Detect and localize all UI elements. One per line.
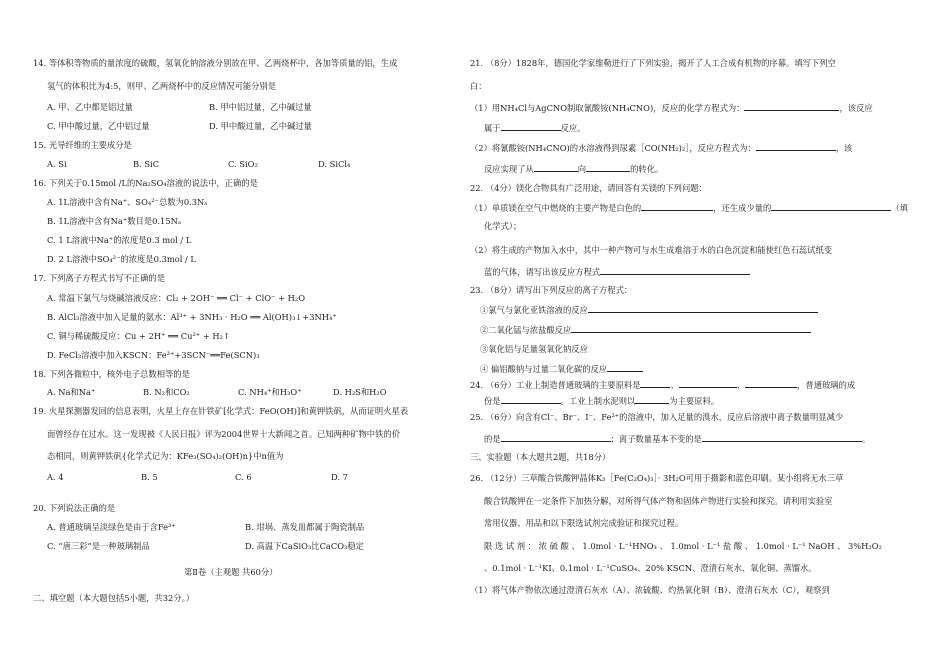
q26-line6: （1）将气体产物依次通过澄清石灰水（A）、浓硫酸、灼热氧化铜（B）、澄清石灰水（C），观察到	[470, 585, 830, 595]
q23-item1: ①氯气与氯化亚铁溶液的反应	[480, 303, 818, 316]
q25-line2: 的是 ；离子数量基本不变的是 。	[484, 434, 871, 444]
answer-blank[interactable]	[534, 162, 578, 172]
q19-option-d: D. 7	[331, 472, 348, 482]
q24-line2: 份是 。工业上制水泥则以 为主要原料。	[484, 396, 720, 406]
q26-line4: 限 选 试 剂 ： 浓 硫 酸 、 1.0mol · L⁻¹HNO₃ 、 1.0mol · L⁻¹ 盐 酸 、 1.0mol · L⁻¹ NaOH 、 3%H₂O₂	[484, 541, 882, 551]
q19-line2: 面曾经存在过水。这一发现被《人民日报》评为2004世界十大新闻之首。已知两种矿物中铁的价	[47, 429, 400, 439]
q17-stem: 17. 下列离子方程式书写不正确的是	[33, 273, 165, 283]
answer-blank[interactable]	[588, 303, 818, 313]
q18-option-c: C. NH₄⁺和H₃O⁺	[238, 387, 302, 397]
q18-option-a: A. Na和Na⁺	[47, 387, 96, 397]
q23-line1: 23. （8分）请写出下列反应的离子方程式：	[470, 285, 633, 295]
q23-item2: ②二氧化锰与浓盐酸反应	[480, 323, 811, 336]
q16-stem: 16. 下列关于0.15mol /L的Na₂SO₄溶液的说法中，正确的是	[33, 178, 258, 188]
q14-option-b: B. 甲中铝过量，乙中碱过量	[209, 102, 312, 112]
q14-line1: 14. 等体积等物质的量浓度的硫酸，氢氧化钠溶液分别放在甲、乙两烧杯中，各加等质量的铝，生成	[33, 58, 398, 68]
answer-blank[interactable]	[640, 378, 670, 388]
q16-option-d: D. 2 L溶液中SO₄²⁻的浓度是0.3mol / L	[47, 254, 196, 264]
q16-option-b: B. 1L溶液中含有Na⁺数目是0.15Nₐ	[47, 216, 182, 226]
part-2-heading: 二、填空题（本大题包括5小题，共32分。）	[33, 593, 195, 603]
q21-sub1: （1）用NH₄Cl与AgCNO制取氰酸铵(NH₄CNO)，反应的化学方程式为： ，该反应	[470, 103, 873, 113]
q15-option-a: A. Si	[47, 159, 67, 169]
q21-line1: 21. （8分）1828年，德国化学家维勒进行了下列实验，揭开了人工合成有机物的序幕。填写下列空	[470, 58, 836, 68]
q14-option-c: C. 甲中酸过量，乙中铝过量	[47, 121, 150, 131]
q20-option-c: C. “唐三彩”是一种玻璃制品	[47, 541, 150, 551]
q21-sub2-cont: 反应实现了从 向 的转化。	[484, 164, 664, 174]
q16-option-a: A. 1L溶液中含有Na⁺、SO₄²⁻总数为0.3Nₐ	[47, 197, 208, 207]
q22-line1: 22. （4分）镁化合物具有广泛用途，请回答有关镁的下列问题：	[470, 183, 707, 193]
q19-option-a: A. 4	[47, 472, 64, 482]
q18-stem: 18. 下列各微粒中，核外电子总数相等的是	[33, 369, 190, 379]
answer-blank[interactable]	[501, 432, 611, 442]
q18-option-d: D. H₂S和H₂O	[333, 387, 387, 397]
q21-sub1-cont: 属于 反应。	[484, 123, 586, 133]
q19-option-c: C. 6	[235, 472, 252, 482]
q20-option-d: D. 高温下CaSiO₃比CaCO₃稳定	[245, 541, 364, 551]
q16-option-c: C. 1 L溶液中Na⁺的浓度是0.3 mol / L	[47, 235, 192, 245]
q21-line2: 白：	[470, 81, 487, 91]
q15-option-d: D. SiCl₄	[318, 159, 351, 169]
q15-option-b: B. SiC	[133, 159, 160, 169]
q23-item4: ④ 偏铝酸钠与过量二氧化碳的反应	[480, 362, 643, 375]
q14-line2: 氢气的体积比为4:5，则甲、乙两烧杯中的反应情况可能分别是	[47, 81, 277, 91]
answer-blank[interactable]	[607, 362, 643, 372]
answer-blank[interactable]	[635, 394, 669, 404]
q26-line3: 常用仪器、用品和以下限选试剂完成验证和探究过程。	[484, 518, 684, 528]
q19-line3: 态相同，则黄钾铁矾{化学式记为：KFe₃(SO₄)₂(OH)n}中n值为	[47, 451, 284, 461]
q26-line5: 、0.1mol · L⁻¹KI、0.1mol · L⁻¹CuSO₄、20% KSCN、澄清石灰水、氧化铜、蒸馏水。	[484, 563, 817, 573]
answer-blank[interactable]	[756, 141, 836, 151]
q22-sub2-cont: 蓝的气体，请写出该反应方程式	[484, 265, 750, 278]
answer-blank[interactable]	[702, 432, 862, 442]
q14-option-d: D. 甲中酸过量，乙中碱过量	[209, 121, 312, 131]
q23-item3: ③氧化铝与足量氢氧化钠反应	[480, 344, 588, 354]
answer-blank[interactable]	[771, 201, 891, 211]
q17-option-d: D. FeCl₃溶液中加入KSCN：Fe³⁺+3SCN⁻══Fe(SCN)₃	[47, 350, 260, 360]
q15-stem: 15. 光导纤维的主要成分是	[33, 140, 132, 150]
answer-blank[interactable]	[501, 394, 561, 404]
answer-blank[interactable]	[501, 121, 561, 131]
q24-line1: 24. （6分）工业上制造普通玻璃的主要原料是 、 、 ，普通玻璃的成	[470, 380, 856, 390]
answer-blank[interactable]	[679, 378, 737, 388]
q19-line1: 19. 火星探测器发回的信息表明，火星上存在针铁矿[化学式：FeO(OH)]和黄钾铁矾，从而证明火星表	[33, 406, 409, 416]
answer-blank[interactable]	[571, 323, 811, 333]
q22-sub1-cont: 化学式）；	[484, 221, 522, 231]
q21-sub2: （2）将氰酸铵(NH₄CNO)的水溶液得到尿素［CO(NH₂)₂］，反应方程式为： ，该	[470, 143, 853, 153]
q26-line1: 26. （12分）三草酸合铁酸钾晶体K₃［Fe(C₂O₄)₃］· 3H₂O可用于摄影和蓝色印刷。某小组将无水三草	[470, 473, 844, 483]
q18-option-b: B. N₂和CO₂	[143, 387, 190, 397]
answer-blank[interactable]	[600, 265, 750, 275]
answer-blank[interactable]	[586, 162, 630, 172]
q17-option-b: B. AlCl₃溶液中加入足量的氨水：Al³⁺ + 3NH₃ · H₂O ══ Al(OH)₃↓+3NH₄⁺	[47, 312, 337, 322]
section-2-title: 第Ⅱ卷（主观题 共60分）	[184, 567, 278, 577]
q15-option-c: C. SiO₂	[228, 159, 258, 169]
q20-option-b: B. 坩埚、蒸发皿都属于陶瓷制品	[245, 522, 365, 532]
part-3-heading: 三、实验题（本大题共2题，共18分）	[470, 452, 611, 462]
q17-option-a: A. 常温下氯气与烧碱溶液反应：Cl₂ + 2OH⁻ ══ Cl⁻ + ClO⁻ + H₂O	[47, 293, 306, 303]
answer-blank[interactable]	[641, 201, 713, 211]
answer-blank[interactable]	[744, 101, 839, 111]
q22-sub2: （2）将生成的产物加入水中，其中一种产物可与水生成难溶于水的白色沉淀和能使红色石蕊试纸变	[470, 245, 833, 255]
q19-option-b: B. 5	[141, 472, 158, 482]
q26-line2: 酸合铁酸钾在一定条件下加热分解，对所得气体产物和固体产物进行实验和探究。请利用实验室	[484, 496, 833, 506]
q20-option-a: A. 普通玻璃呈淡绿色是由于含Fe³⁺	[47, 522, 176, 532]
q22-sub1: （1）单质镁在空气中燃烧的主要产物是白色的 ，还生成少量的 （填	[470, 203, 908, 213]
q25-line1: 25. （6分）向含有Cl⁻、Br⁻、I⁻、Fe²⁺的溶液中，加入足量的溴水，反应后溶液中离子数量明显减少	[470, 412, 844, 422]
q17-option-c: C. 铜与稀硫酸反应：Cu + 2H⁺ ══ Cu²⁺ + H₂↑	[47, 331, 230, 341]
q14-option-a: A. 甲、乙中都是铝过量	[47, 102, 133, 112]
q20-stem: 20. 下列说法正确的是	[33, 503, 116, 513]
answer-blank[interactable]	[745, 378, 797, 388]
